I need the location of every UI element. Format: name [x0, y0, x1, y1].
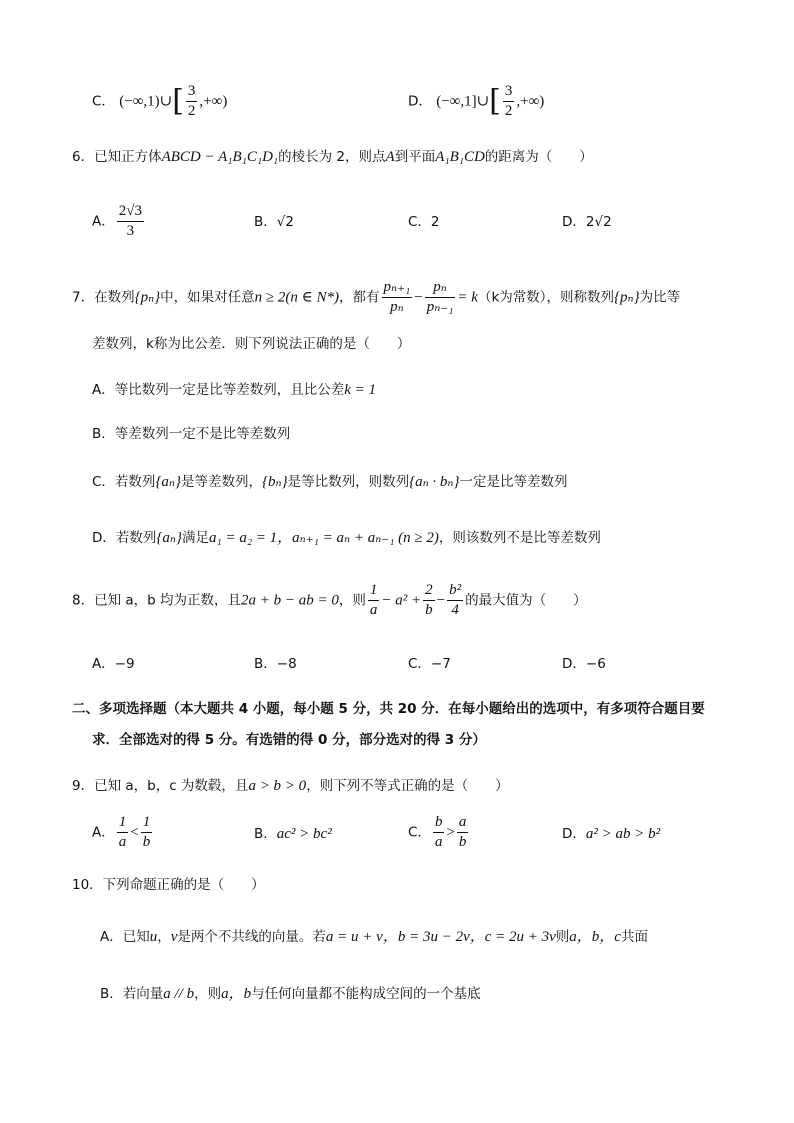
option-label: C．	[92, 93, 115, 110]
math-expr: {bₙ}	[262, 474, 288, 490]
frac-den: 2	[187, 103, 196, 119]
math-expr: a，b	[221, 986, 252, 1002]
q5-option-c[interactable]	[92, 84, 227, 119]
frac-num: b²	[447, 583, 463, 601]
q10-option-a[interactable]	[100, 930, 648, 945]
section-heading-line2: 求．全部选对的得 5 分。有选错的得 0 分，部分选对的得 3 分）	[92, 732, 486, 748]
fraction	[503, 84, 515, 119]
option-label: D．	[562, 826, 586, 842]
frac-den: 2	[504, 103, 513, 119]
text: 6．已知正方体	[72, 149, 162, 165]
fraction	[186, 84, 198, 119]
section-heading: 二、多项选择题（本大题共 4 小题，每小题 5 分，共 20 分．在每小题给出的选项中，有多项符合题目要	[72, 701, 705, 717]
math-expr: −	[436, 592, 446, 609]
text: B．若向量	[100, 986, 164, 1002]
math-expr: a₁ = a₂ = 1，aₙ₊₁ = aₙ + aₙ₋₁ (n ≥ 2)	[208, 530, 439, 546]
math-expr: v	[170, 929, 178, 945]
option-label: B．	[254, 826, 277, 842]
q7-option-c[interactable]	[92, 475, 568, 490]
q6-option-b[interactable]: B．√2	[254, 214, 294, 230]
frac-den: b	[142, 834, 151, 850]
text: ，则	[338, 592, 366, 609]
option-label: A．	[92, 213, 115, 230]
math-expr: a = u + v，b = 3u − 2v，c = 2u + 3v	[325, 929, 556, 945]
frac-den: b	[458, 834, 467, 850]
frac-den: pₙ₋₁	[426, 299, 454, 315]
math-expr: {aₙ · bₙ}	[409, 474, 460, 490]
math-expr: = k	[457, 289, 478, 306]
math-expr: 2a + b − ab = 0	[241, 592, 339, 609]
text: 9．已知 a，b，c 为数毂，且	[72, 778, 249, 794]
frac-num: 3	[186, 84, 198, 102]
text: D．若数列	[92, 530, 157, 546]
option-label: A．	[92, 824, 115, 841]
q9-option-b[interactable]	[254, 827, 332, 842]
text: 是等差数列，	[181, 474, 263, 490]
frac-den: a	[369, 602, 378, 618]
text: A．已知	[100, 929, 150, 945]
text: ，则下列不等式正确的是（ ）	[306, 778, 509, 794]
frac-den: a	[434, 834, 443, 850]
q7-stem-line2: 差数列，k称为比公差．则下列说法正确的是（ ）	[92, 336, 411, 352]
frac-num: 1	[117, 815, 129, 833]
text: 满足	[181, 530, 209, 546]
math-expr: {aₙ}	[155, 474, 182, 490]
text: ，则	[194, 986, 222, 1002]
q8-option-a[interactable]: A．−9	[92, 656, 135, 672]
frac-num: pₙ₊₁	[382, 280, 413, 298]
q7-option-b[interactable]: B．等差数列一定不是比等差数列	[92, 426, 291, 442]
math-expr: (−∞,1]∪	[436, 93, 490, 110]
text: 到平面	[394, 149, 436, 165]
frac-num: 2√3	[117, 204, 144, 222]
math-expr: a² > ab > b²	[585, 826, 661, 842]
text: ，都有	[339, 289, 380, 306]
q7-stem-line1	[72, 280, 680, 315]
math-expr: (−∞,1)∪	[119, 93, 173, 110]
text: 7．在数列	[72, 289, 135, 306]
fraction	[447, 583, 463, 618]
text: 的棱长为 2，则点	[278, 149, 386, 165]
bracket: [	[172, 83, 184, 119]
frac-den: 4	[451, 602, 459, 618]
fraction	[433, 815, 445, 850]
frac-num: 1	[141, 815, 153, 833]
math-expr: a // b	[163, 986, 195, 1002]
frac-num: pₙ	[425, 280, 456, 298]
q9-option-a[interactable]	[92, 815, 154, 850]
text: 与任何向量都不能构成空间的一个基底	[251, 986, 481, 1002]
text: 的距离为（ ）	[484, 149, 593, 165]
frac-num: b	[433, 815, 445, 833]
option-label: C．	[408, 824, 431, 841]
fraction	[382, 280, 413, 315]
q10-option-b[interactable]	[100, 987, 481, 1002]
math-expr: n ≥ 2(n ∈ N*)	[254, 289, 340, 306]
fraction	[117, 815, 129, 850]
q9-stem	[72, 779, 509, 794]
q10-stem: 10．下列命题正确的是（ ）	[72, 877, 265, 893]
frac-num: a	[457, 815, 469, 833]
q7-option-d[interactable]	[92, 531, 601, 546]
q8-option-d[interactable]: D．−6	[562, 656, 606, 672]
math-expr: {pₙ}	[134, 289, 161, 306]
math-expr: {aₙ}	[156, 530, 182, 546]
math-expr: u	[149, 929, 158, 945]
text: 的最大值为（ ）	[465, 592, 587, 609]
text: 8．已知 a，b 均为正数，且	[72, 592, 242, 609]
math-expr: <	[130, 824, 139, 841]
text: 中，如果对任意	[160, 289, 255, 306]
text: 一定是比等差数列	[459, 474, 568, 490]
text: 是等比数列，则数列	[287, 474, 410, 490]
text: 为比等	[639, 289, 681, 306]
text: A．等比数列一定是比等差数列，且比公差	[92, 382, 345, 398]
bracket: [	[489, 83, 501, 119]
text: ，则该数列不是比等差数列	[438, 530, 601, 546]
fraction	[141, 815, 153, 850]
text: 共面	[620, 929, 648, 945]
q6-option-a[interactable]	[92, 204, 146, 239]
math-expr: − a² +	[381, 592, 422, 609]
frac-den: a	[118, 834, 127, 850]
math-expr: a > b > 0	[248, 778, 307, 794]
q8-stem	[72, 583, 587, 618]
frac-den: pₙ	[390, 299, 404, 315]
math-expr: ABCD − A₁B₁C₁D₁	[161, 149, 279, 165]
frac-num: 2	[423, 583, 435, 601]
frac-den: 3	[126, 223, 135, 239]
q6-option-c[interactable]: C．2	[408, 214, 440, 230]
text: C．若数列	[92, 474, 156, 490]
fraction	[425, 280, 456, 315]
fraction	[423, 583, 435, 618]
q8-option-c[interactable]: C．−7	[408, 656, 451, 672]
q5-option-d[interactable]	[408, 84, 544, 119]
text: 则	[555, 929, 570, 945]
q7-option-a[interactable]	[92, 383, 376, 398]
fraction	[368, 583, 380, 618]
math-expr: {pₙ}	[614, 289, 640, 306]
q6-stem	[72, 150, 593, 165]
q8-option-b[interactable]: B．−8	[254, 656, 297, 672]
math-expr: ,+∞)	[516, 93, 545, 110]
q9-option-c[interactable]	[408, 815, 470, 850]
math-expr: a，b，c	[569, 929, 621, 945]
option-label: D．	[408, 93, 432, 110]
text: 是两个不共线的向量。若	[177, 929, 326, 945]
q6-option-d[interactable]: D．2√2	[562, 214, 612, 230]
text: ，	[157, 929, 171, 945]
math-expr: >	[446, 824, 455, 841]
fraction	[457, 815, 469, 850]
frac-num: 1	[368, 583, 380, 601]
math-expr: ac² > bc²	[276, 826, 332, 842]
math-expr: k = 1	[344, 382, 377, 398]
math-expr: ,+∞)	[199, 93, 228, 110]
frac-num: 3	[503, 84, 515, 102]
fraction	[117, 204, 144, 239]
math-expr: A₁B₁CD	[435, 149, 485, 165]
frac-den: b	[425, 602, 433, 618]
text: （k为常数），则称数列	[477, 289, 615, 306]
math-expr: −	[414, 289, 423, 306]
math-expr: A	[385, 149, 395, 165]
q9-option-d[interactable]	[562, 827, 660, 842]
